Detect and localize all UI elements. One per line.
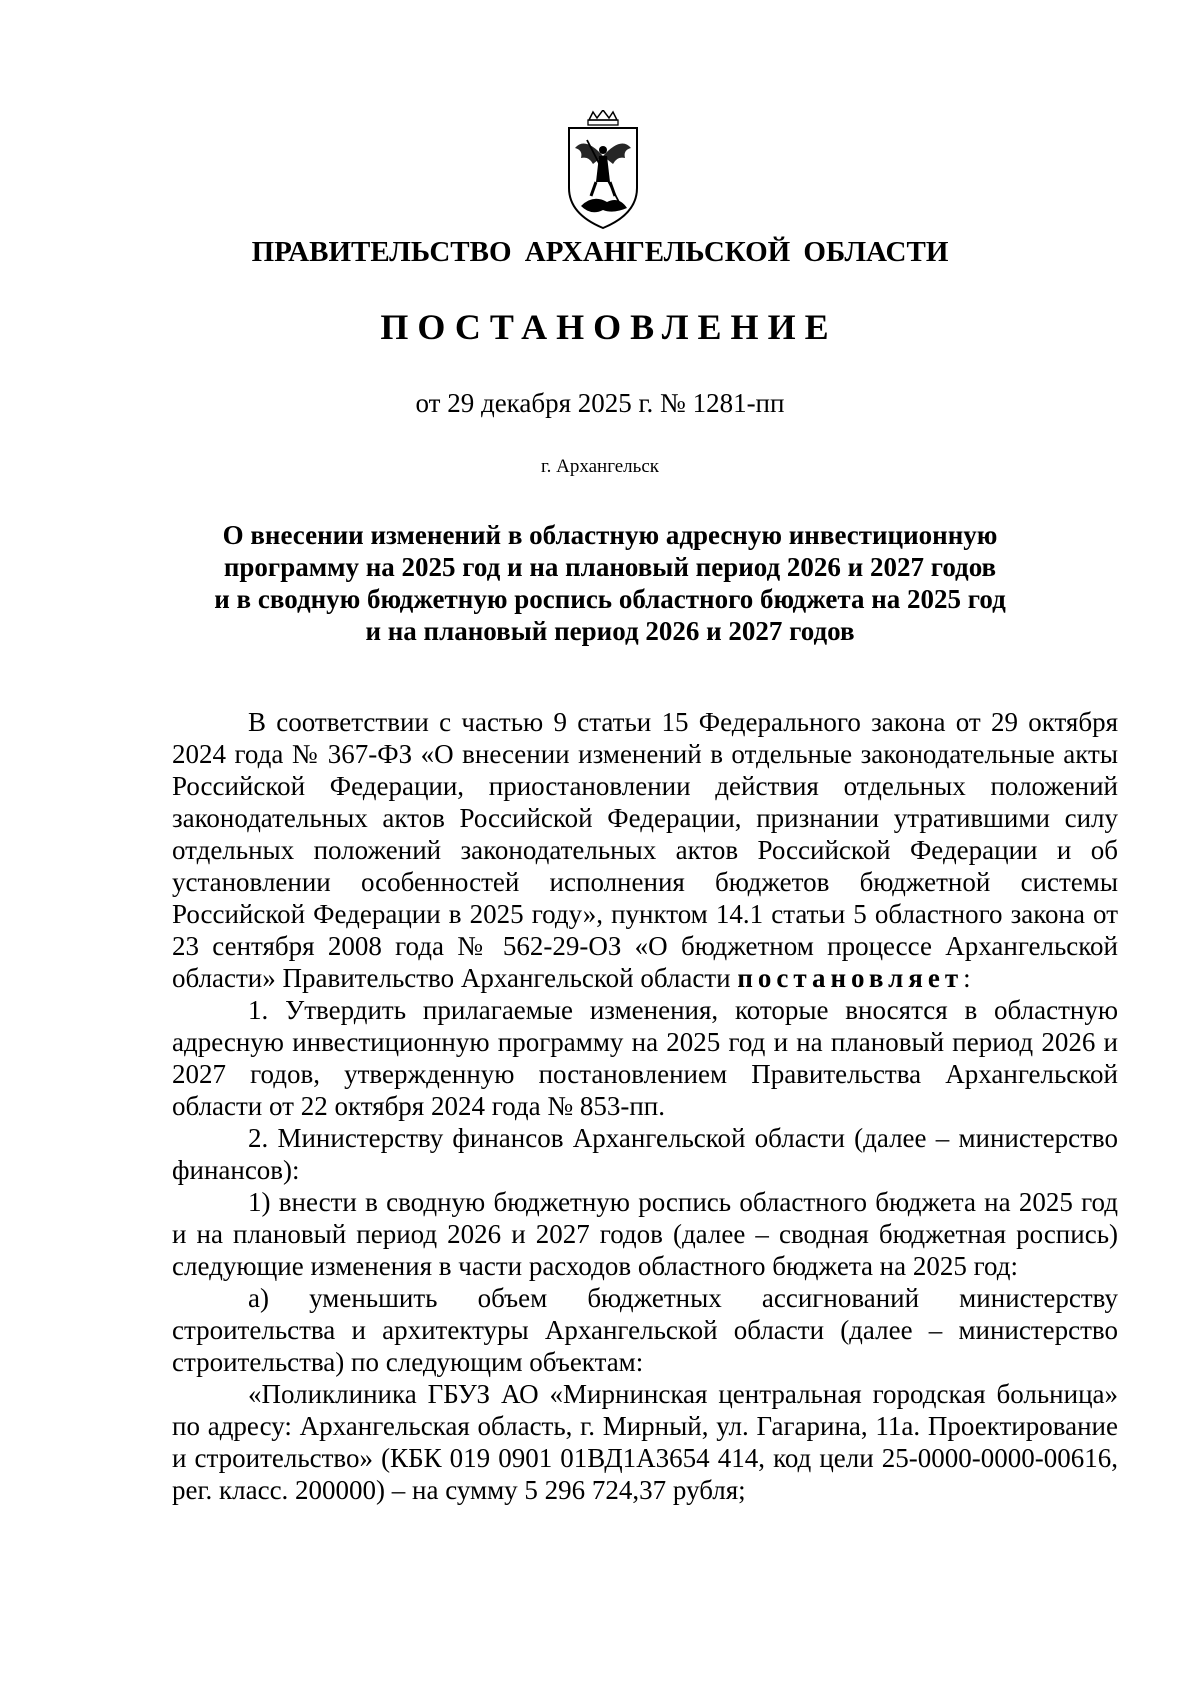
- item-2-paragraph: 2. Министерству финансов Архангельской области (далее – министерство финансов):: [172, 1123, 1118, 1185]
- title-line: программу на 2025 год и на плановый период 2026 и 2027 годов: [223, 552, 997, 582]
- archangel-coat-of-arms-icon: [563, 110, 643, 232]
- document-body: [172, 706, 1118, 1506]
- preamble-paragraph: [172, 706, 1118, 994]
- title-line: и в сводную бюджетную роспись областного бюджета на 2025 год: [214, 584, 1006, 614]
- item-2-1-a-paragraph: а) уменьшить объем бюджетных ассигнований министерству строительства и архитектуры Архангельской области (далее – министерство строительства) по следующим объектам:: [172, 1283, 1118, 1377]
- resolves-word: постановляет: [737, 963, 964, 993]
- item-1-paragraph: 1. Утвердить прилагаемые изменения, которые вносятся в областную адресную инвестиционную программу на 2025 год и на плановый период 2026 и 2027 годов, утвержденную постановлением Правительства Архангельской области от 22 октября 2024 года № 853-пп.: [172, 995, 1118, 1121]
- preamble-text: В соответствии с частью 9 статьи 15 Федерального закона от 29 октября 2024 года № 367-ФЗ «О внесении изменений в отдельные законодательные акты Российской Федерации, приостановлении действия отдельных положений законодательных актов Российской Федерации, признании утратившими силу отдельных положений законодательных актов Российской Федерации и об установлении особенностей исполнения бюджетов бюджетной системы Российской Федерации в 2025 году», пунктом 14.1 статьи 5 областного закона от 23 сентября 2008 года № 562-29-ОЗ «О бюджетном процессе Архангельской области» Правительство Архангельской области: [172, 707, 1118, 993]
- title-line: О внесении изменений в областную адресную инвестиционную: [222, 520, 998, 550]
- title-line: и на плановый период 2026 и 2027 годов: [365, 616, 855, 646]
- government-name: ПРАВИТЕЛЬСТВО АРХАНГЕЛЬСКОЙ ОБЛАСТИ: [251, 236, 949, 268]
- item-2-1-paragraph: 1) внести в сводную бюджетную роспись областного бюджета на 2025 год и на плановый период 2026 и 2027 годов (далее – сводная бюджетная роспись) следующие изменения в части расходов областного бюджета на 2025 год:: [172, 1187, 1118, 1281]
- resolves-colon: :: [963, 963, 971, 993]
- document-type: ПОСТАНОВЛЕНИЕ: [380, 307, 838, 347]
- city-name: г. Архангельск: [540, 456, 659, 477]
- object-1-paragraph: «Поликлиника ГБУЗ АО «Мирнинская центральная городская больница» по адресу: Архангельская область, г. Мирный, ул. Гагарина, 11а. Проектирование и строительство» (КБК 019 0901 01ВД1А3654 414, код цели 25-0000-0000-00616, рег. класс. 200000) – на сумму 5 296 724,37 рубля;: [172, 1379, 1118, 1505]
- date-and-number: от 29 декабря 2025 г. № 1281-пп: [415, 388, 785, 418]
- document-title: [170, 519, 1050, 647]
